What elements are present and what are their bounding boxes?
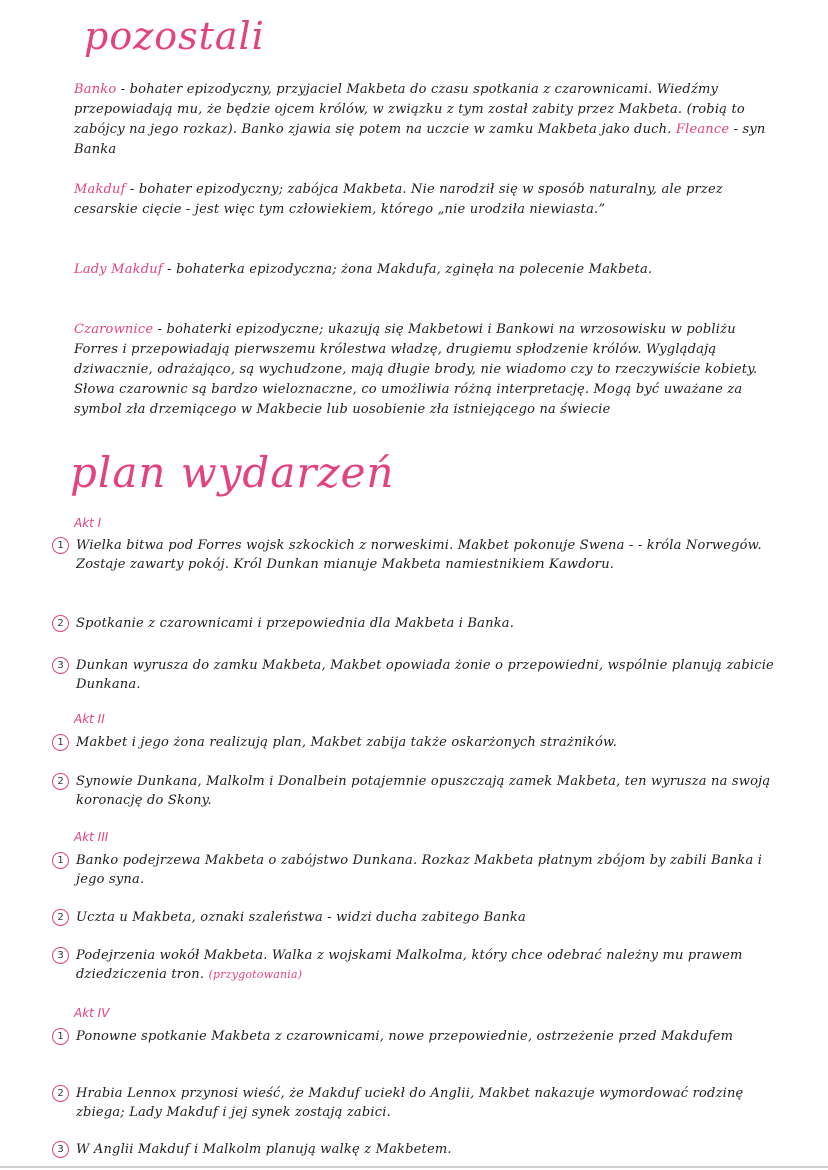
act-title: Akt IV (74, 1006, 110, 1020)
list-item (52, 908, 782, 927)
list-item (52, 733, 782, 752)
list-item (52, 1140, 782, 1159)
czarownice-paragraph (74, 320, 784, 420)
item-number-badge: 2 (52, 615, 69, 632)
makduf-name: Makduf (74, 182, 126, 197)
list-item (52, 772, 782, 810)
page-bottom-divider (0, 1166, 828, 1168)
item-text: Banko podejrzewa Makbeta o zabójstwo Dunkana. Rozkaz Makbeta płatnym zbójom by zabili Banka i jego syna. (76, 853, 763, 887)
item-text-main: Podejrzenia wokół Makbeta. Walka z wojskami Malkolma, który chce odebrać należny mu prawem dziedziczenia tron. (76, 948, 743, 982)
item-text: Spotkanie z czarownicami i przepowiednia dla Makbeta i Banka. (76, 616, 515, 631)
list-item (52, 946, 782, 984)
item-text: Synowie Dunkana, Malkolm i Donalbein potajemnie opuszczają zamek Makbeta, ten wyrusza na swoją koronację do Skony. (76, 774, 771, 808)
item-text: Uczta u Makbeta, oznaki szaleństwa - widzi ducha zabitego Banka (76, 910, 526, 925)
list-item (52, 1027, 782, 1046)
item-text: Dunkan wyrusza do zamku Makbeta, Makbet opowiada żonie o przepowiedni, wspólnie planują zabicie Dunkana. (76, 658, 774, 692)
act-title: Akt III (74, 830, 109, 844)
item-note: (przygotowania) (208, 968, 303, 981)
item-text (76, 946, 782, 984)
list-item (52, 614, 782, 633)
fleance-text: - syn Banka (74, 122, 766, 157)
item-number-badge: 2 (52, 1085, 69, 1102)
item-number-badge: 3 (52, 947, 69, 964)
item-number-badge: 2 (52, 909, 69, 926)
item-number-badge: 3 (52, 657, 69, 674)
lady-makduf-name: Lady Makduf (74, 262, 163, 277)
events-heading: plan wydarzeń (70, 448, 395, 497)
makduf-paragraph (74, 180, 784, 220)
item-number-badge: 3 (52, 1141, 69, 1158)
item-text: Makbet i jego żona realizują plan, Makbet zabija także oskarżonych strażników. (76, 735, 618, 750)
czarownice-name: Czarownice (74, 322, 154, 337)
act-title: Akt II (74, 712, 105, 726)
item-text: Wielka bitwa pod Forres wojsk szkockich z norweskimi. Makbet pokonuje Swena - - króla Norwegów. Zostaje zawarty pokój. Król Dunkan mianuje Makbeta namiestnikiem Kawdoru. (76, 538, 762, 572)
item-number-badge: 1 (52, 734, 69, 751)
item-number-badge: 1 (52, 1028, 69, 1045)
banko-text: - bohater epizodyczny, przyjaciel Makbeta do czasu spotkania z czarownicami. Wiedźmy przepowiadają mu, że będzie ojcem królów, w związku z tym został zabity przez Makbeta. (robią to zabójcy na jego rozkaz). Banko zjawia się potem na uczcie w zamku Makbeta jako duch. (74, 82, 745, 137)
lady-makduf-text: - bohaterka epizodyczna; żona Makdufa, zginęła na polecenie Makbeta. (162, 262, 653, 277)
banko-name: Banko (74, 82, 117, 97)
item-text: W Anglii Makduf i Malkolm planują walkę z Makbetem. (76, 1142, 452, 1157)
list-item (52, 656, 782, 694)
makduf-text: - bohater epizodyczny; zabójca Makbeta. Nie narodził się w sposób naturalny, ale przez cesarskie cięcie - jest więc tym człowiekiem, którego „nie urodziła niewiasta.” (74, 182, 723, 217)
item-number-badge: 1 (52, 852, 69, 869)
item-text: Ponowne spotkanie Makbeta z czarownicami, nowe przepowiednie, ostrzeżenie przed Makdufem (76, 1029, 734, 1044)
characters-heading: pozostali (84, 14, 265, 58)
item-number-badge: 2 (52, 773, 69, 790)
list-item (52, 851, 782, 889)
list-item (52, 1084, 782, 1122)
item-number-badge: 1 (52, 537, 69, 554)
fleance-name: Fleance (675, 122, 730, 137)
list-item (52, 536, 782, 574)
lady-makduf-paragraph (74, 260, 784, 280)
act-title: Akt I (74, 516, 102, 530)
czarownice-text: - bohaterki epizodyczne; ukazują się Makbetowi i Bankowi na wrzosowisku w pobliżu Forres i przepowiadają pierwszemu królestwa władzę, drugiemu spłodzenie królów. Wyglądają dziwacznie, odrażająco, są wychudzone, mają długie brody, nie wiadomo czy to rzeczywiście kobiety. Słowa czarownic są bardzo wieloznaczne, co umożliwia różną interpretację. Mogą być uważane za symbol zła drzemiącego w Makbecie lub uosobienie zła istniejącego na świecie (74, 322, 758, 417)
banko-paragraph (74, 80, 784, 160)
item-text: Hrabia Lennox przynosi wieść, że Makduf uciekł do Anglii, Makbet nakazuje wymordować rodzinę zbiega; Lady Makduf i jej synek zostają zabici. (76, 1086, 744, 1120)
